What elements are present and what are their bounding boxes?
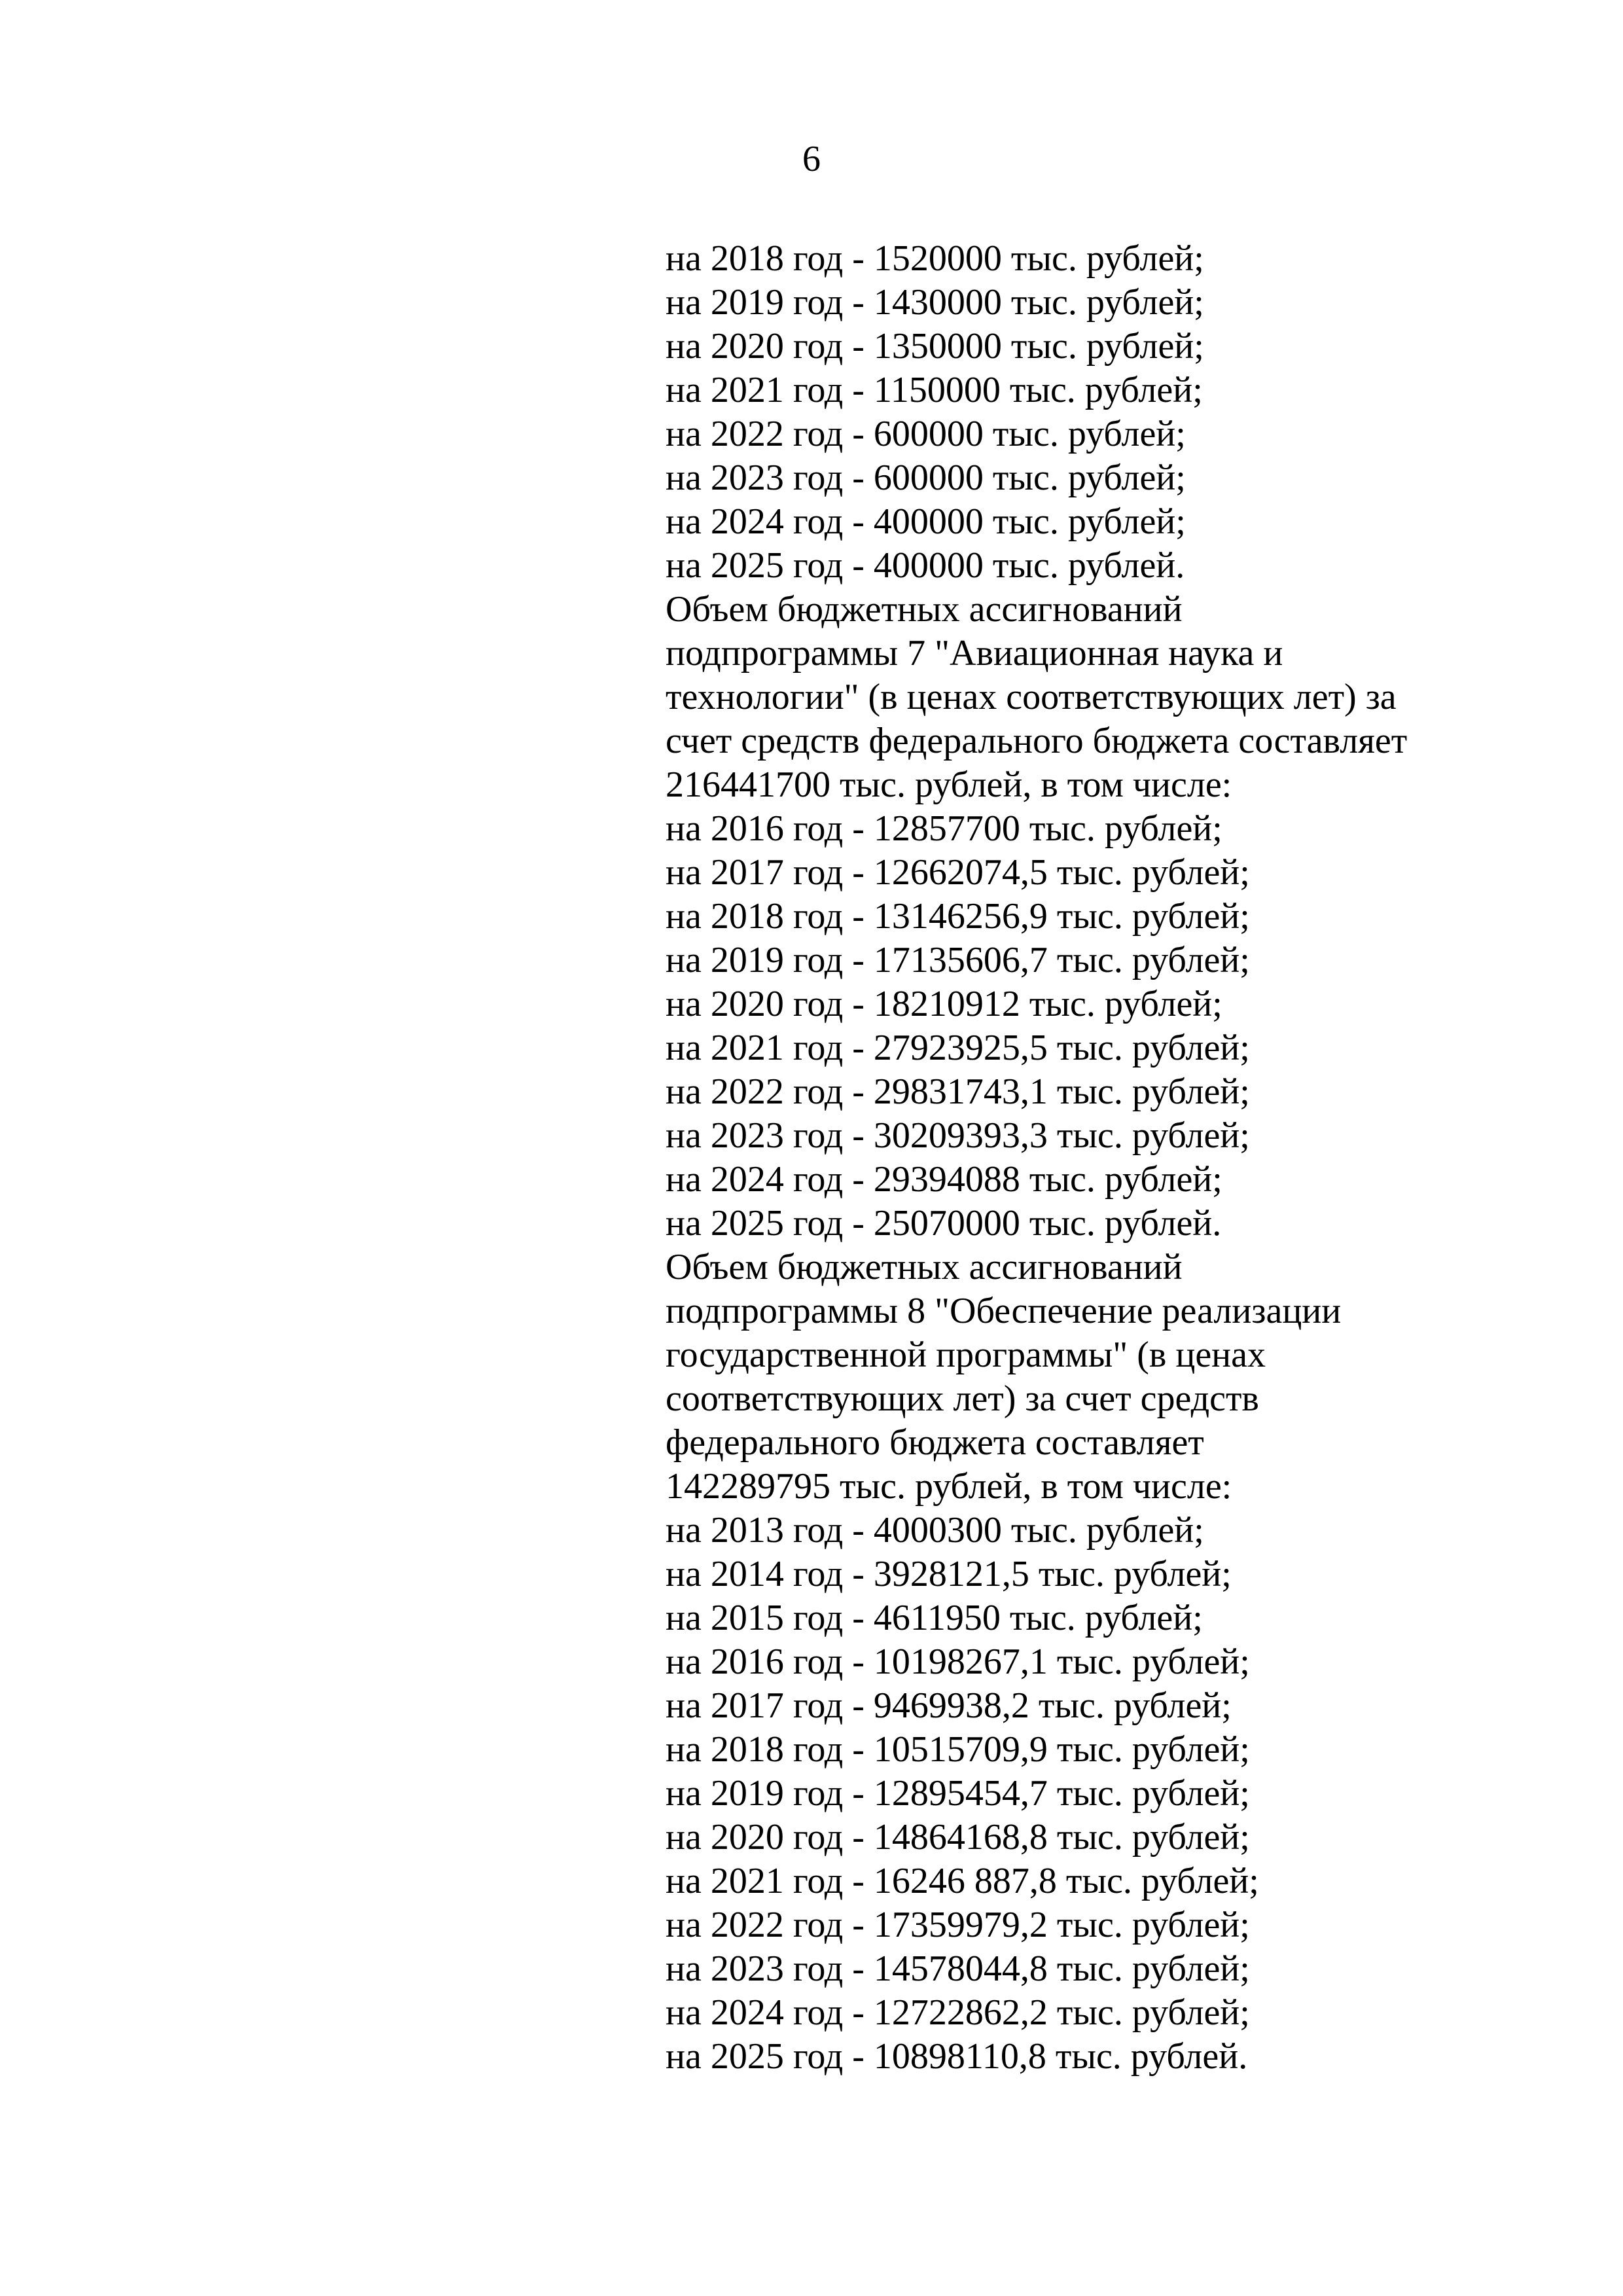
- text-line: 142289795 тыс. рублей, в том числе:: [666, 1466, 1232, 1507]
- text-line: на 2025 год - 10898110,8 тыс. рублей.: [666, 2036, 1248, 2077]
- text-line: на 2021 год - 16246 887,8 тыс. рублей;: [666, 1861, 1259, 1901]
- text-line: на 2013 год - 4000300 тыс. рублей;: [666, 1510, 1204, 1551]
- text-line: на 2021 год - 1150000 тыс. рублей;: [666, 370, 1203, 410]
- text-line: на 2023 год - 30209393,3 тыс. рублей;: [666, 1115, 1250, 1156]
- text-line: подпрограммы 8 "Обеспечение реализации: [666, 1291, 1342, 1331]
- text-line: на 2016 год - 10198267,1 тыс. рублей;: [666, 1641, 1250, 1682]
- text-line: на 2017 год - 12662074,5 тыс. рублей;: [666, 852, 1250, 893]
- text-line: на 2022 год - 29831743,1 тыс. рублей;: [666, 1071, 1250, 1112]
- document-text-block: [666, 237, 1529, 2079]
- text-line: федерального бюджета составляет: [666, 1422, 1204, 1463]
- text-line: 216441700 тыс. рублей, в том числе:: [666, 764, 1232, 805]
- text-line: технологии" (в ценах соответствующих лет) за: [666, 677, 1397, 717]
- text-line: на 2022 год - 17359979,2 тыс. рублей;: [666, 1905, 1250, 1945]
- text-line: на 2015 год - 4611950 тыс. рублей;: [666, 1598, 1203, 1638]
- text-line: на 2022 год - 600000 тыс. рублей;: [666, 414, 1186, 454]
- text-line: государственной программы" (в ценах: [666, 1335, 1266, 1375]
- text-line: на 2016 год - 12857700 тыс. рублей;: [666, 808, 1222, 849]
- text-line: на 2024 год - 29394088 тыс. рублей;: [666, 1159, 1222, 1200]
- text-line: на 2024 год - 12722862,2 тыс. рублей;: [666, 1992, 1250, 2033]
- text-line: на 2019 год - 1430000 тыс. рублей;: [666, 282, 1204, 323]
- text-line: подпрограммы 7 "Авиационная наука и: [666, 633, 1283, 673]
- text-line: на 2023 год - 14578044,8 тыс. рублей;: [666, 1948, 1250, 1989]
- text-line: на 2018 год - 10515709,9 тыс. рублей;: [666, 1729, 1250, 1770]
- text-line: на 2018 год - 13146256,9 тыс. рублей;: [666, 896, 1250, 937]
- text-line: счет средств федерального бюджета составляет: [666, 721, 1408, 761]
- text-line: на 2019 год - 12895454,7 тыс. рублей;: [666, 1773, 1250, 1814]
- text-line: на 2018 год - 1520000 тыс. рублей;: [666, 238, 1204, 279]
- text-line: на 2020 год - 18210912 тыс. рублей;: [666, 984, 1222, 1024]
- text-line: Объем бюджетных ассигнований: [666, 589, 1183, 630]
- text-line: на 2017 год - 9469938,2 тыс. рублей;: [666, 1685, 1232, 1726]
- text-line: на 2020 год - 14864168,8 тыс. рублей;: [666, 1817, 1250, 1857]
- text-line: на 2023 год - 600000 тыс. рублей;: [666, 457, 1186, 498]
- text-line: на 2025 год - 25070000 тыс. рублей.: [666, 1203, 1222, 1244]
- text-line: на 2025 год - 400000 тыс. рублей.: [666, 545, 1185, 586]
- page-number: 6: [802, 139, 821, 179]
- text-line: на 2021 год - 27923925,5 тыс. рублей;: [666, 1028, 1250, 1068]
- text-line: на 2020 год - 1350000 тыс. рублей;: [666, 326, 1204, 367]
- text-line: соответствующих лет) за счет средств: [666, 1378, 1259, 1419]
- text-line: на 2019 год - 17135606,7 тыс. рублей;: [666, 940, 1250, 980]
- text-line: на 2024 год - 400000 тыс. рублей;: [666, 501, 1186, 542]
- text-line: на 2014 год - 3928121,5 тыс. рублей;: [666, 1554, 1232, 1594]
- text-line: Объем бюджетных ассигнований: [666, 1247, 1183, 1287]
